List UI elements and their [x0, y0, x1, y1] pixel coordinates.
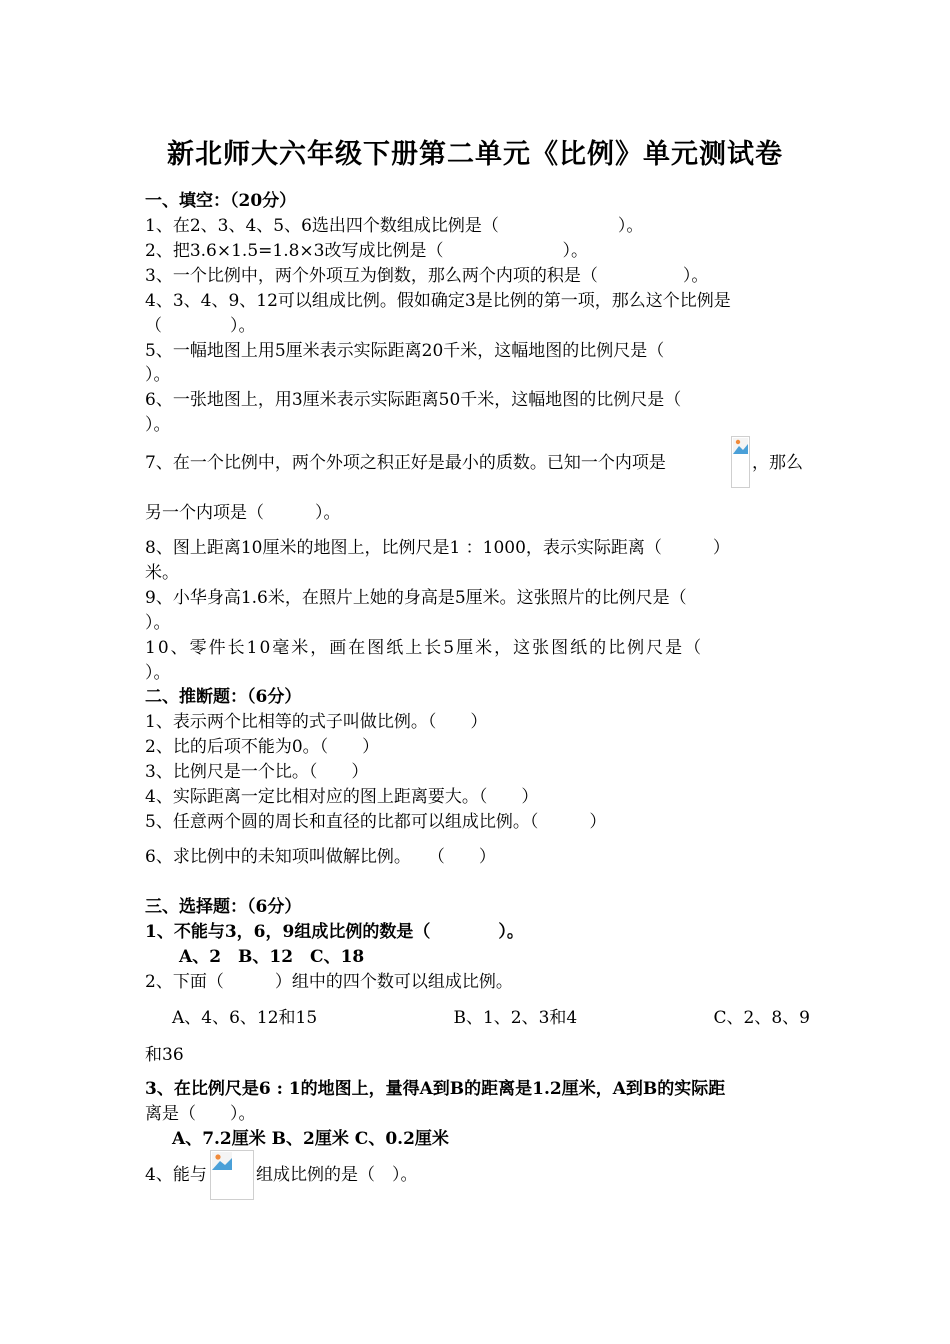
section2-heading: 二、推断题：（6分） [145, 687, 302, 707]
ratio-image-icon [210, 1150, 254, 1200]
option-b: B、1、2、3和4 [453, 1008, 578, 1028]
fill-question-8-line1: 8、图上距离10厘米的地图上，比例尺是1 ：1000，表示实际距离（ ） [145, 538, 730, 558]
judge-question-3: 3、比例尺是一个比。（ ） [145, 762, 369, 782]
section3-heading: 三、选择题：（6分） [145, 897, 302, 917]
fill-question-6-line1: 6、一张地图上，用3厘米表示实际距离50千米，这幅地图的比例尺是（ [145, 390, 682, 410]
choice-question-2-options-cont: 和36 [145, 1045, 184, 1065]
judge-question-5: 5、任意两个圆的周长和直径的比都可以组成比例。（ ） [145, 812, 607, 832]
choice-question-2-options [172, 1007, 810, 1029]
choice-question-1: 1、不能与3，6，9组成比例的数是（ ）。 [145, 922, 524, 942]
fill-question-3: 3、一个比例中，两个外项互为倒数，那么两个内项的积是（ ）。 [145, 266, 709, 286]
fill-question-4-line2: （ ）。 [145, 316, 256, 336]
option-a: A、4、6、12和15 [172, 1008, 318, 1028]
judge-question-1: 1、表示两个比相等的式子叫做比例。（ ） [145, 712, 488, 732]
page-title: 新北师大六年级下册第二单元《比例》单元测试卷 [167, 139, 783, 170]
fill-question-9-line2: ）。 [145, 613, 171, 633]
choice-question-4-prefix: 4、能与 [145, 1165, 207, 1185]
fraction-image-icon [731, 436, 750, 488]
option-c: C、2、8、9 [713, 1008, 810, 1028]
choice-question-2: 2、下面（ ）组中的四个数可以组成比例。 [145, 972, 513, 992]
fill-question-4-line1: 4、3、4、9、12可以组成比例。假如确定3是比例的第一项，那么这个比例是 [145, 291, 731, 311]
fill-question-10-line1: 10、零件长10毫米，画在图纸上长5厘米，这张图纸的比例尺是（ [145, 638, 704, 658]
choice-question-4-suffix: 组成比例的是（ ）。 [256, 1165, 418, 1185]
section1-heading: 一、填空：（20分） [145, 191, 297, 211]
fill-question-7-line2: 另一个内项是（ ）。 [145, 503, 341, 523]
fill-question-8-line2: 米。 [145, 563, 179, 583]
fill-question-1: 1、在2、3、4、5、6选出四个数组成比例是（ ）。 [145, 216, 644, 236]
fill-question-2: 2、把3.6×1.5=1.8×3改写成比例是（ ）。 [145, 241, 588, 261]
fill-question-9-line1: 9、小华身高1.6米，在照片上她的身高是5厘米。这张照片的比例尺是（ [145, 588, 687, 608]
fill-question-7-line1: 7、在一个比例中，两个外项之积正好是最小的质数。已知一个内项是 [145, 453, 666, 473]
choice-question-3-line1: 3、在比例尺是6 : 1的地图上，量得A到B的距离是1.2厘米，A到B的实际距 [145, 1079, 726, 1099]
fill-question-6-line2: ）。 [145, 415, 171, 435]
judge-question-6: 6、求比例中的未知项叫做解比例。 （ ） [145, 847, 496, 867]
choice-question-1-options: A、2 B、12 C、18 [145, 947, 365, 967]
judge-question-4: 4、实际距离一定比相对应的图上距离要大。（ ） [145, 787, 539, 807]
fill-question-5-line1: 5、一幅地图上用5厘米表示实际距离20千米，这幅地图的比例尺是（ [145, 341, 665, 361]
choice-question-3-line2: 离是（ ）。 [145, 1104, 256, 1124]
judge-question-2: 2、比的后项不能为0。（ ） [145, 737, 380, 757]
fill-question-7-tail: ，那么 [752, 453, 803, 473]
choice-question-3-options: A、7.2厘米 B、2厘米 C、0.2厘米 [172, 1129, 449, 1149]
fill-question-10-line2: ）。 [145, 663, 171, 683]
fill-question-5-line2: ）。 [145, 365, 171, 385]
